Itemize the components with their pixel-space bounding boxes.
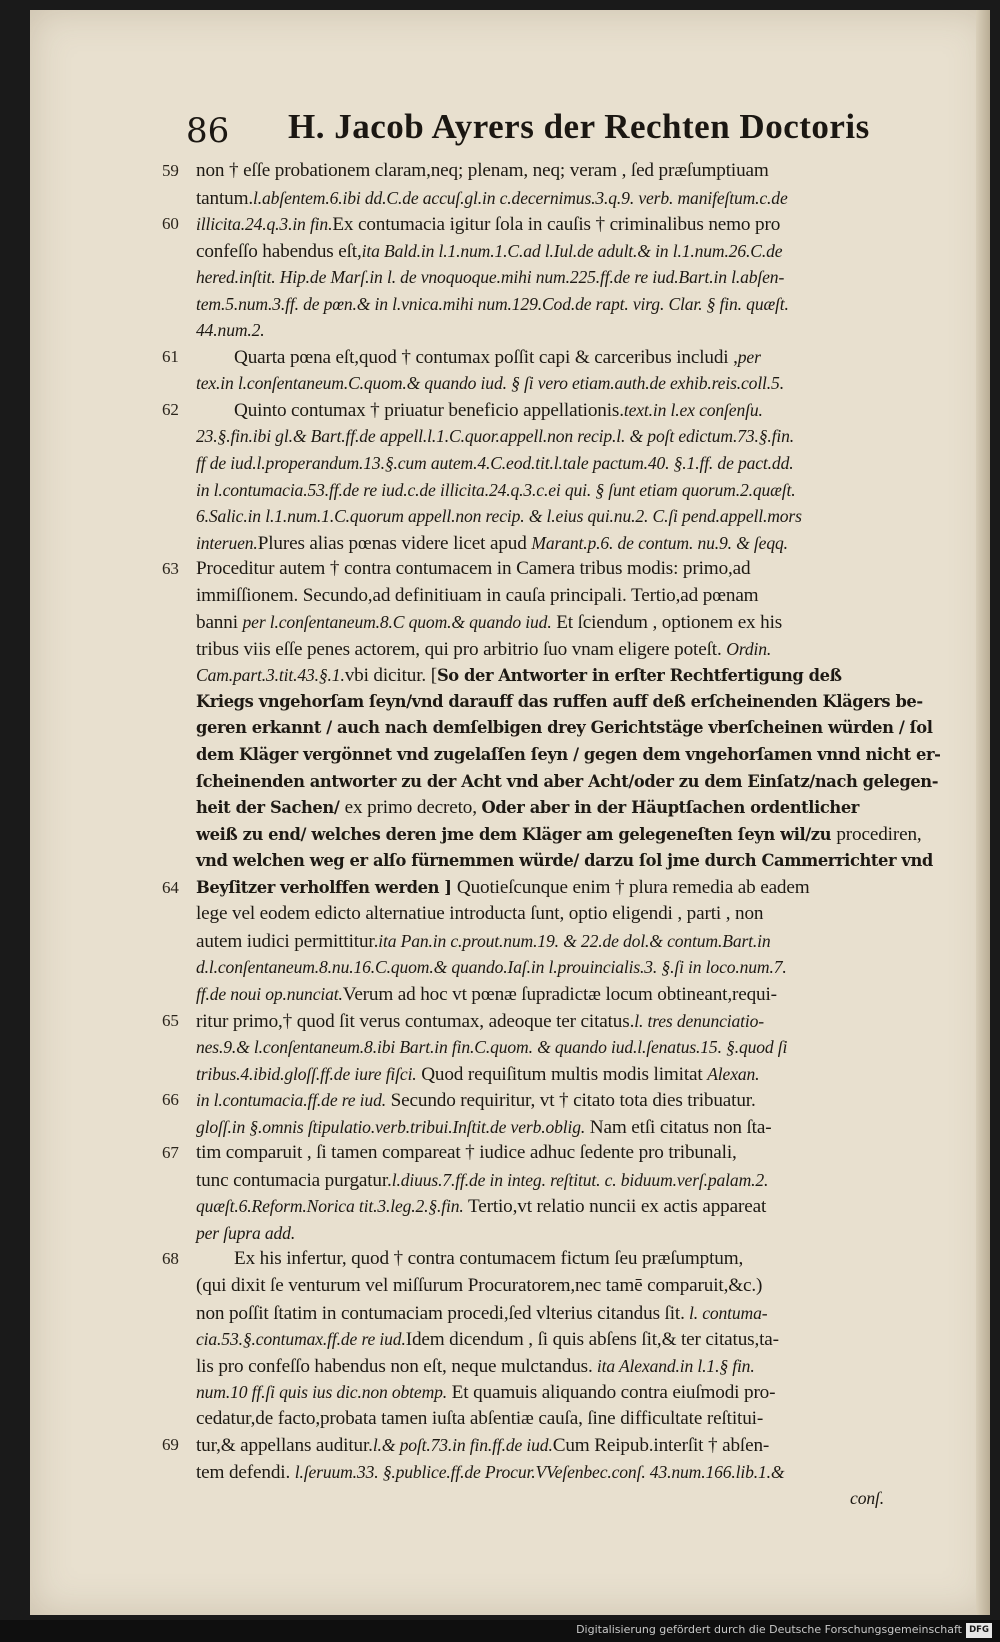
latin-text: cedatur,de facto,probata tamen iuſta abſentiæ cauſa, ſine difficultate reſtitui- [196,1407,764,1429]
citation-text: per ſupra add. [196,1222,296,1243]
citation-text: Cam.part.3.tit.43.§.1. [196,665,345,686]
citation-text: Marant.p.6. de contum. nu.9. & ſeqq. [531,532,788,553]
citation-text: ff de iud.l.properandum.13.§.cum autem.4.C.eod.tit.l.tale pactum.40. §.1.ff. de pact.dd. [196,453,794,474]
text-line [196,1406,896,1433]
citation-text: l.ſeruum.33. §.publice.ff.de Procur.VVeſenbec.conſ. 43.num.166.lib.1.& [294,1461,785,1482]
latin-text: Secundo requiritur, vt † citato tota dies tribuatur. [385,1090,756,1112]
text-line [196,1459,896,1486]
text-line [196,636,896,663]
text-line [196,317,896,344]
german-quote-text: heit der Sachen/ [196,798,345,818]
text-line [196,503,896,530]
latin-text: Quod requiſitum multis modis limitat [416,1063,708,1085]
margin-number: 66 [162,1090,179,1110]
text-line [196,742,941,769]
latin-text: Idem dicendum , ſi quis abſens ſit,& ter citatus,ta- [405,1329,779,1351]
text-line [196,1114,896,1141]
citation-text: in l.contumacia.53.ff.de re iud.c.de illicita.24.q.3.c.ei qui. § ſunt etiam quorum.2.quæſt. [196,479,796,500]
text-line [196,1220,896,1247]
citation-text: interuen. [196,532,258,553]
latin-text: tunc contumacia purgatur. [196,1169,392,1191]
latin-text: non poſſit ſtatim in contumaciam procedi,ſed vlterius citandus ſit. [196,1302,685,1324]
citation-text: 6.Salic.in l.1.num.1.C.quorum appell.non recip. & l.eius qui.nu.2. C.ſi pend.appell.mors [196,506,802,527]
citation-text: ita Alexand.in l.1.§ fin. [592,1355,755,1376]
latin-text: tribus viis eſſe penes actorem, qui pro arbitrio ſuo vnam eligere poteſt. [196,638,727,660]
citation-text: per [737,346,761,367]
latin-text: immiſſionem. Secundo,ad definitiuam in cauſa principali. Tertio,ad pœnam [196,584,759,606]
text-line [162,211,896,238]
text-line [196,689,923,716]
latin-text: banni [196,612,243,634]
citation-text: in l.contumacia.ff.de re iud. [196,1090,386,1111]
dfg-logo: DFG [966,1623,992,1638]
citation-text: d.l.conſentaneum.8.nu.16.C.quom.& quando.Iaſ.in l.prouincialis.3. §.ſi in loco.num.7. [196,957,787,978]
citation-text: quæſt.6.Reform.Norica tit.3.leg.2.§.fin. [196,1196,464,1217]
margin-number: 67 [162,1143,179,1163]
text-line [196,981,896,1008]
text-line [196,848,933,875]
citation-text: 44.num.2. [196,320,265,341]
text-line [196,1034,896,1061]
citation-text: illicita.24.q.3.in fin. [196,214,333,235]
text-line [196,1193,896,1220]
citation-text: conſ. [850,1488,884,1509]
latin-text: tantum. [196,187,254,209]
latin-text: procediren, [836,823,922,845]
margin-number: 65 [162,1010,179,1030]
text-line [196,1485,896,1512]
text-line [196,370,896,397]
latin-text: (qui dixit ſe venturum vel miſſurum Procuratorem,nec tamē comparuit,&c.) [196,1274,763,1296]
latin-text: tim comparuit , ſi tamen compareat † iudice adhuc ſedente pro tribunali, [196,1142,737,1164]
text-line [196,901,896,928]
latin-text: Cum Reipub.interſit † abſen- [552,1435,770,1457]
latin-text: Tertio,vt relatio nuncii ex actis appareat [463,1196,767,1218]
text-line [196,185,896,212]
citation-text: Ordin. [726,638,772,659]
text-line [196,291,896,318]
text-body [162,158,941,1512]
latin-text: Nam etſi citatus non ſta- [585,1116,772,1138]
text-line [162,556,896,583]
text-line [162,158,896,185]
citation-text: cia.53.§.contumax.ff.de re iud. [196,1329,406,1350]
margin-number: 64 [162,877,179,897]
page-title: H. Jacob Ayrers der Rechten Doctoris [288,107,870,146]
text-line [162,1008,896,1035]
german-quote-text: weiß zu end/ welches deren jme dem Kläger am gelegeneſten ſeyn wil/zu [196,824,837,844]
latin-text: confeſſo habendus eſt, [196,240,362,262]
text-line [196,954,896,981]
footer-bar [0,1620,1000,1642]
text-line [162,1140,896,1167]
margin-number: 62 [162,399,179,419]
german-quote-text: dem Kläger vergönnet vnd zugelaſſen ſeyn / gegen dem vngehorſamen vnnd nicht er- [196,745,941,765]
citation-text: l. contuma- [684,1302,768,1323]
text-line [196,795,896,822]
german-quote-text: geren erkannt / auch nach demſelbigen drey Gerichtstäge vberſcheinen würden / ſol [196,718,933,738]
text-line [196,1379,896,1406]
citation-text: nes.9.& l.conſentaneum.8.ibi Bart.in fin.C.quom. & quando iud.l.ſenatus.15. §.quod ſi [196,1037,788,1058]
latin-text: tur,& appellans auditur. [196,1435,373,1457]
citation-text: l. tres denunciatio- [634,1010,764,1031]
citation-text: l.abſentem.6.ibi dd.C.de accuſ.gl.in c.decernimus.3.q.9. verb. manifeſtum.c.de [253,187,788,208]
german-quote-text: Oder aber in der Häuptſachen ordentlicher [481,798,859,818]
text-line [196,238,896,265]
citation-text: ita Bald.in l.1.num.1.C.ad l.Iul.de adult.& in l.1.num.26.C.de [361,240,783,261]
latin-text: Quinto contumax † priuatur beneficio appellationis. [234,399,624,421]
text-line [196,609,896,636]
text-line [196,1300,896,1327]
citation-text: Alexan. [707,1063,760,1084]
latin-text: ex primo decreto, [344,797,482,819]
text-line [196,769,939,796]
margin-number: 60 [162,214,179,234]
footer-credit: Digitalisierung gefördert durch die Deutsche Forschungsgemeinschaft [576,1623,962,1636]
citation-text: 23.§.fin.ibi gl.& Bart.ff.de appell.l.1.C.quor.appell.non recip.l. & poſt edictum.73.§.fin. [196,426,795,447]
text-line [196,1167,896,1194]
latin-text: Quotieſcunque enim † plura remedia ab eadem [456,876,810,898]
text-line [196,477,896,504]
citation-text: gloſſ.in §.omnis ſtipulatio.verb.tribui.Inſtit.de verb.oblig. [196,1116,586,1137]
citation-text: tem.5.num.3.ff. de pœn.& in l.vnica.mihi num.129.Cod.de rapt. virg. Clar. § fin. quæſt. [196,293,789,314]
text-line [196,928,896,955]
latin-text: autem iudici permittitur. [196,930,379,952]
text-line [196,423,896,450]
page-edge [976,10,990,1615]
page-number: 86 [186,111,230,151]
text-line [196,715,933,742]
margin-number: 68 [162,1249,179,1269]
text-line [196,583,896,610]
latin-text: Et quamuis aliquando contra eiuſmodi pro- [447,1382,776,1404]
citation-text: l.& poſt.73.in fin.ff.de iud. [372,1435,553,1456]
latin-text: Proceditur autem † contra contumacem in Camera tribus modis: primo,ad [196,558,751,580]
latin-text: non † eſſe probationem claram,neq; plenam, neq; veram , ſed præſumptiuam [196,160,769,181]
citation-text: tex.in l.conſentaneum.C.quom.& quando iud. § ſi vero etiam.auth.de exhib.reis.coll.5. [196,373,784,394]
latin-text: Verum ad hoc vt pœnæ ſupradictæ locum obtineant,requi- [342,983,777,1005]
latin-text: Ex contumacia igitur ſola in cauſis † criminalibus nemo pro [332,214,781,236]
citation-text: per l.conſentaneum.8.C quom.& quando iud. [242,612,552,633]
text-line [162,1087,896,1114]
text-line [196,450,896,477]
german-quote-text: Beyſitzer verholffen werden ] [196,877,457,897]
latin-text: lege vel eodem edicto alternatiue introducta ſunt, optio eligendi , parti , non [196,903,764,925]
text-line [196,662,896,689]
latin-text: Plures alias pœnas videre licet apud [257,532,532,554]
text-line [196,822,922,849]
citation-text: hered.inſtit. Hip.de Marſ.in l. de vnoquoque.mihi num.225.ff.de re iud.Bart.in l.abſen- [196,267,785,288]
text-line [196,1061,896,1088]
german-quote-text: ſcheinenden antworter zu der Acht vnd aber Acht/oder zu dem Einſatz/nach gelegen- [196,771,939,791]
latin-text: ritur primo,† quod ſit verus contumax, adeoque ter citatus. [196,1010,635,1032]
citation-text: ita Pan.in c.prout.num.19. & 22.de dol.& contum.Bart.in [378,930,771,951]
german-quote-text: So der Antworter in erſter Rechtfertigung deß [436,666,842,686]
text-line [196,1353,896,1380]
latin-text: Ex his infertur, quod † contra contumacem fictum ſeu præſumptum, [234,1248,744,1270]
german-quote-text: vnd welchen weg er alſo fürnemmen würde/ darzu ſol jme durch Cammerrichter vnd [196,851,933,871]
text-line [162,397,896,424]
margin-number: 61 [162,346,179,366]
text-line [196,264,896,291]
latin-text: tem defendi. [196,1461,295,1483]
text-line [196,1273,896,1300]
text-line [196,1326,896,1353]
latin-text: Quarta pœna eſt,quod † contumax poſſit capi & carceribus includi , [234,346,738,368]
citation-text: text.in l.ex conſenſu. [623,399,763,420]
german-quote-text: Kriegs vngehorſam ſeyn/vnd darauff das ruffen auff deß erſcheinenden Klägers be- [196,691,923,711]
text-line [162,344,896,371]
citation-text: num.10 ff.ſi quis ius dic.non obtemp. [196,1382,448,1403]
margin-number: 63 [162,559,179,579]
text-line [162,1246,896,1273]
citation-text: l.diuus.7.ff.de in integ. reſtitut. c. biduum.verſ.palam.2. [391,1169,769,1190]
latin-text: lis pro confeſſo habendus non eſt, neque mulctandus. [196,1355,593,1377]
margin-number: 59 [162,161,179,180]
text-line [162,1432,896,1459]
citation-text: tribus.4.ibid.gloſſ.ff.de iure fiſci. [196,1063,417,1084]
latin-text: Et ſciendum , optionem ex his [551,612,783,634]
latin-text: vbi dicitur. [ [344,665,437,687]
running-head [186,103,870,163]
citation-text: ff.de noui op.nunciat. [196,983,343,1004]
margin-number: 69 [162,1435,179,1455]
text-line [196,530,896,557]
text-line [162,875,896,902]
